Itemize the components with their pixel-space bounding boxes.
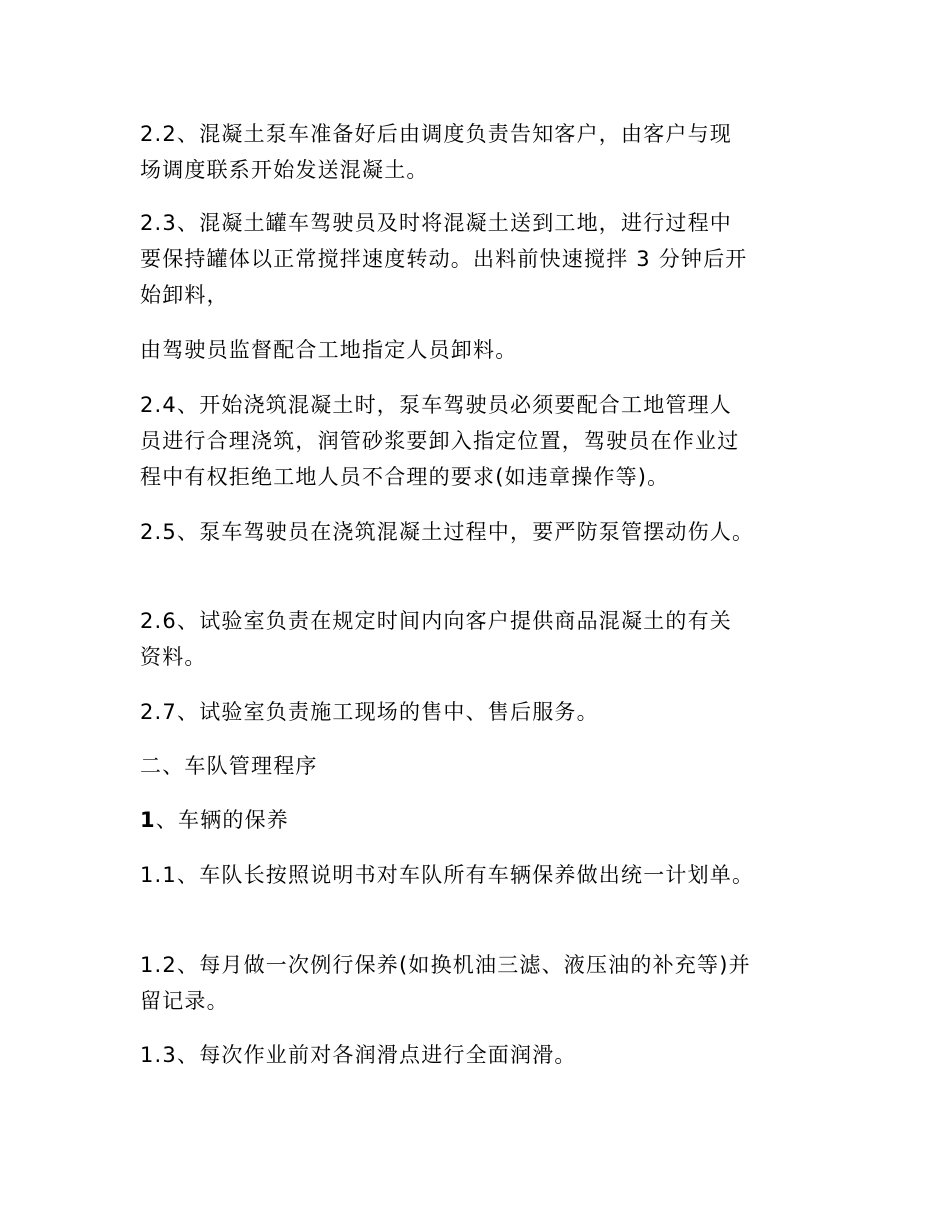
text-line: 2.2、混凝土泵车准备好后由调度负责告知客户，由客户与现 [140,122,732,146]
text-line: 始卸料， [140,283,229,307]
subheading-text: 、车辆的保养 [155,808,290,832]
text-line: 2.7、试验室负责施工现场的售中、售后服务。 [140,700,599,724]
paragraph-2-3-continued [140,332,820,368]
text-line: 由驾驶员监督配合工地指定人员卸料。 [140,338,518,362]
text-line: 员进行合理浇筑，润管砂浆要卸入指定位置，驾驶员在作业过 [140,429,740,453]
text-line: 要保持罐体以正常搅拌速度转动。出料前快速搅拌 3 分钟后开 [140,247,748,271]
paragraph-1-2 [140,947,820,1019]
text-line: 2.5、泵车驾驶员在浇筑混凝土过程中，要严防泵管摆动伤人。 [140,520,755,544]
section-heading-fleet-management [140,748,820,784]
subheading-vehicle-maintenance [140,802,820,838]
text-line: 1.3、每次作业前对各润滑点进行全面润滑。 [140,1043,577,1067]
text-line: 二、车队管理程序 [140,754,318,778]
text-line: 2.4、开始浇筑混凝土时，泵车驾驶员必须要配合工地管理人 [140,393,732,417]
text-line: 2.6、试验室负责在规定时间内向客户提供商品混凝土的有关 [140,609,732,633]
text-line: 程中有权拒绝工地人员不合理的要求(如违章操作等)。 [140,465,670,489]
text-line: 资料。 [140,645,207,669]
text-line: 1.1、车队长按照说明书对车队所有车辆保养做出统一计划单。 [140,863,755,887]
text-line: 1.2、每月做一次例行保养(如换机油三滤、液压油的补充等)并 [140,953,751,977]
text-line: 2.3、混凝土罐车驾驶员及时将混凝土送到工地，进行过程中 [140,211,732,235]
text-line [140,802,820,838]
paragraph-1-3 [140,1037,820,1073]
paragraph-2-4 [140,387,820,495]
paragraph-2-7 [140,694,820,730]
paragraph-2-3 [140,205,820,313]
paragraph-1-1 [140,857,820,893]
text-line: 留记录。 [140,989,229,1013]
paragraph-2-6 [140,603,820,675]
paragraph-2-2 [140,116,820,188]
subheading-number: 1 [140,808,156,832]
text-line: 场调度联系开始发送混凝土。 [140,158,429,182]
paragraph-2-5 [140,514,820,550]
